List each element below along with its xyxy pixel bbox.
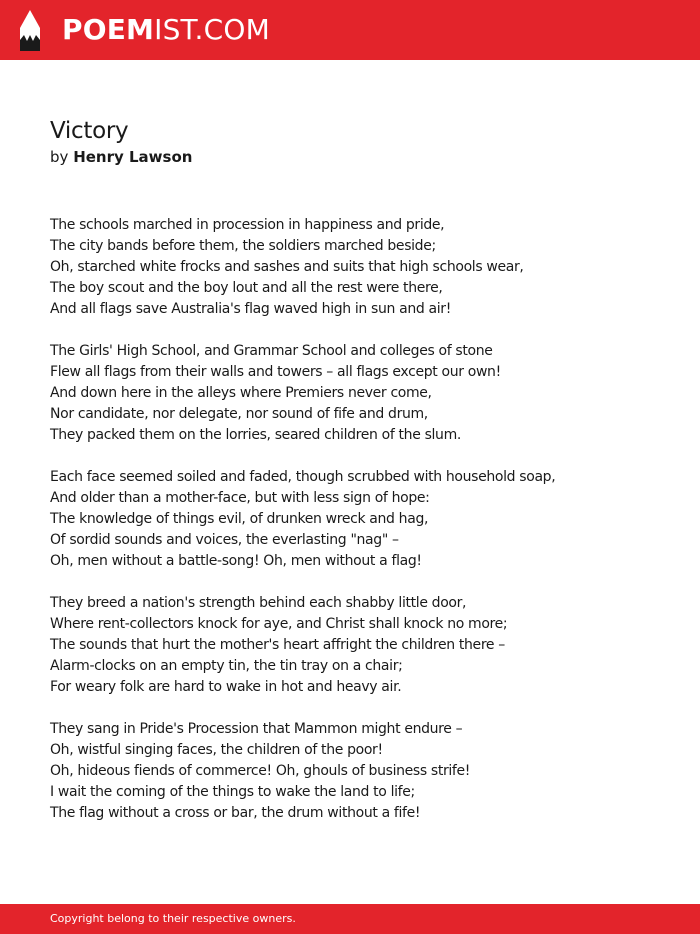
poem-line: And all flags save Australia's flag waved high in sun and air! — [50, 301, 451, 317]
poem-line: And down here in the alleys where Premiers never come, — [50, 385, 432, 401]
poem-line: The sounds that hurt the mother's heart affright the children there – — [50, 637, 505, 653]
poem-line: The boy scout and the boy lout and all the rest were there, — [50, 280, 443, 296]
poem-body — [50, 215, 670, 824]
byline — [50, 146, 670, 168]
poem-line: They breed a nation's strength behind each shabby little door, — [50, 595, 467, 611]
by-label: by — [50, 148, 69, 166]
poem-line: Where rent-collectors knock for aye, and Christ shall knock no more; — [50, 616, 508, 632]
poem-line: I wait the coming of the things to wake the land to life; — [50, 784, 415, 800]
stanza — [50, 593, 670, 698]
poem-line: Nor candidate, nor delegate, nor sound of fife and drum, — [50, 406, 428, 422]
poem-line: The Girls' High School, and Grammar School and colleges of stone — [50, 343, 493, 359]
pencil-tip-icon[interactable] — [18, 10, 42, 51]
site-footer — [0, 904, 700, 934]
site-logo[interactable] — [62, 13, 270, 47]
poem-line: And older than a mother-face, but with less sign of hope: — [50, 490, 430, 506]
poem-line: Alarm-clocks on an empty tin, the tin tray on a chair; — [50, 658, 403, 674]
poem-title: Victory — [50, 118, 129, 144]
poem-line: The flag without a cross or bar, the drum without a fife! — [50, 805, 421, 821]
poem-line: They sang in Pride's Procession that Mammon might endure – — [50, 721, 463, 737]
poem-line: They packed them on the lorries, seared children of the slum. — [50, 427, 461, 443]
poem-line: The schools marched in procession in happiness and pride, — [50, 217, 445, 233]
poem-line: For weary folk are hard to wake in hot and heavy air. — [50, 679, 402, 695]
logo-light-text: IST.COM — [154, 13, 270, 46]
author-name: Henry Lawson — [73, 148, 193, 166]
poem-line: Oh, men without a battle-song! Oh, men without a flag! — [50, 553, 422, 569]
poem-content — [50, 116, 670, 845]
copyright-text: Copyright belong to their respective owners. — [50, 912, 296, 925]
logo-bold-text: POEM — [62, 13, 155, 46]
poem-line: The city bands before them, the soldiers marched beside; — [50, 238, 436, 254]
poem-line: Of sordid sounds and voices, the everlasting "nag" – — [50, 532, 399, 548]
poem-line: Oh, hideous fiends of commerce! Oh, ghouls of business strife! — [50, 763, 471, 779]
poem-line: Oh, wistful singing faces, the children of the poor! — [50, 742, 383, 758]
stanza — [50, 719, 670, 824]
stanza — [50, 215, 670, 320]
poem-line: Flew all flags from their walls and towers – all flags except our own! — [50, 364, 501, 380]
poem-line: Oh, starched white frocks and sashes and suits that high schools wear, — [50, 259, 524, 275]
poem-line: Each face seemed soiled and faded, though scrubbed with household soap, — [50, 469, 556, 485]
stanza — [50, 467, 670, 572]
stanza — [50, 341, 670, 446]
site-header — [0, 0, 700, 60]
poem-line: The knowledge of things evil, of drunken wreck and hag, — [50, 511, 429, 527]
